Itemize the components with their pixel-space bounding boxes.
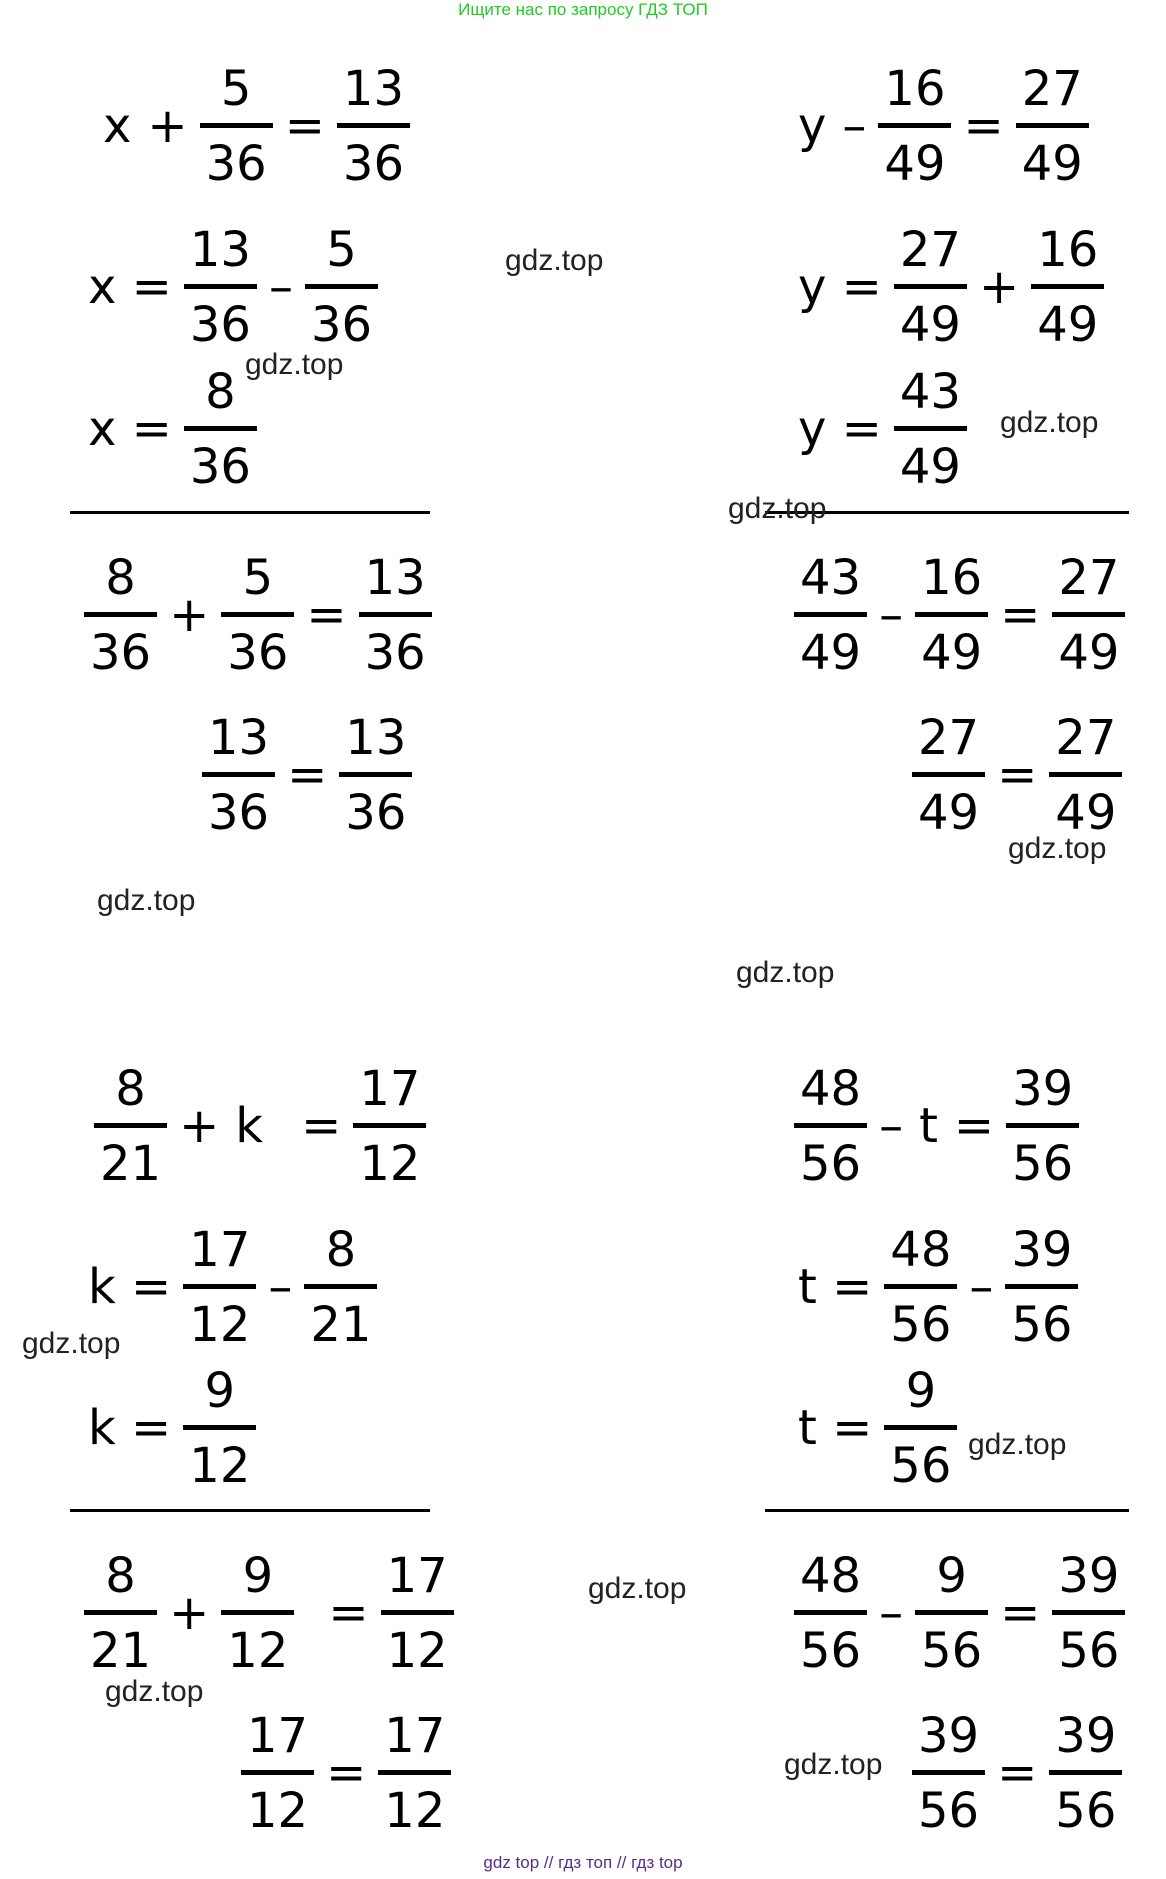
operator: – [879,587,904,643]
numerator: 16 [1037,221,1099,278]
operator: – [842,98,867,154]
p4-equation-row [790,1044,1083,1208]
fraction [911,1547,992,1679]
denominator: 49 [1037,296,1099,353]
numerator: 17 [189,1221,251,1278]
denominator: 56 [1012,1135,1074,1192]
equals-sign: = [328,1585,369,1641]
denominator: 49 [1055,784,1117,841]
fraction [196,60,277,192]
p3-check-equality-row [237,1691,455,1855]
fraction [90,1060,171,1192]
fraction [349,1060,430,1192]
denominator: 56 [800,1622,862,1679]
fraction [180,363,261,495]
p3-equation-row [90,1044,430,1208]
p2-equation-row [790,44,1093,208]
operator: – [969,1259,994,1315]
fraction [217,549,298,681]
denominator: 56 [1058,1622,1120,1679]
denominator: 56 [800,1135,862,1192]
fraction [377,1547,458,1679]
watermark: gdz.top [736,956,835,989]
denominator: 12 [189,1296,251,1353]
equals-sign: = [1000,1585,1041,1641]
variable: x [103,98,132,154]
operator: – [268,1259,293,1315]
watermark: gdz.top [97,884,196,917]
fraction [80,549,161,681]
p4-result-row [790,1346,961,1510]
numerator: 5 [242,549,274,606]
fraction [908,1707,989,1839]
denominator: 36 [189,438,251,495]
numerator: 8 [105,1547,136,1604]
p2-result-row [790,347,971,511]
numerator: 9 [204,1362,236,1419]
denominator: 56 [1011,1296,1073,1353]
equals-sign: = [326,1745,367,1801]
operator: – [879,1098,904,1154]
equals-sign: = [301,1098,342,1154]
fraction [217,1547,298,1679]
numerator: 27 [1058,549,1120,606]
equals-sign: = [287,747,328,803]
denominator: 36 [208,784,270,841]
denominator: 56 [890,1437,952,1494]
lhs: x = [88,401,172,457]
numerator: 17 [247,1707,309,1764]
fraction [237,1707,318,1839]
denominator: 36 [189,296,251,353]
lhs: y = [798,259,882,315]
variable: y [798,98,827,154]
denominator: 49 [1058,624,1120,681]
numerator: 8 [105,549,136,606]
fraction [1012,60,1093,192]
denominator: 12 [227,1622,289,1679]
operator: + [179,1098,220,1154]
numerator: 39 [918,1707,980,1764]
fraction [880,1362,961,1494]
fraction [180,221,261,353]
p4-transform-row [790,1205,1082,1369]
numerator: 17 [359,1060,421,1117]
denominator: 49 [884,135,946,192]
fraction [1048,1547,1129,1679]
p1-equation-row [95,44,414,208]
watermark: gdz.top [1008,832,1107,865]
watermark: gdz.top [105,1675,204,1708]
lhs: x = [88,259,172,315]
p1-check-row [80,533,436,697]
fraction [890,363,971,495]
footer-note: gdz top // гдз топ // гдз top [483,1853,683,1872]
lhs: t = [798,1400,873,1456]
numerator: 43 [800,549,862,606]
watermark: gdz.top [784,1748,883,1781]
denominator: 49 [1021,135,1083,192]
fraction [198,709,279,841]
fraction [880,1221,961,1353]
fraction [790,1547,871,1679]
denominator: 12 [247,1782,309,1839]
p4-check-row [790,1531,1129,1695]
divider [70,511,430,514]
numerator: 9 [242,1547,274,1604]
numerator: 48 [890,1221,952,1278]
denominator: 36 [345,784,407,841]
numerator: 48 [800,1060,862,1117]
variable: t [919,1098,938,1154]
watermark: gdz.top [588,1572,687,1605]
numerator: 27 [918,709,980,766]
numerator: 8 [325,1221,357,1278]
p3-transform-row [80,1205,381,1369]
numerator: 16 [921,549,983,606]
lhs: t = [798,1259,873,1315]
numerator: 5 [326,221,357,278]
fraction [1001,1221,1082,1353]
denominator: 36 [310,296,373,353]
fraction [335,709,416,841]
divider [765,1509,1129,1512]
divider [70,1509,430,1512]
fraction [890,221,971,353]
fraction [374,1707,455,1839]
numerator: 9 [905,1362,937,1419]
equals-sign: = [284,98,325,154]
fraction [1002,1060,1083,1192]
operator: + [169,587,210,643]
lhs: k = [88,1400,172,1456]
fraction [790,549,871,681]
equals-sign: = [997,1745,1038,1801]
equals-sign: = [1000,587,1041,643]
denominator: 56 [921,1622,983,1679]
fraction [179,1362,260,1494]
equals-sign: = [963,98,1004,154]
fraction [355,549,436,681]
denominator: 36 [205,135,267,192]
numerator: 13 [342,60,404,117]
denominator: 49 [899,296,961,353]
denominator: 56 [1055,1782,1117,1839]
watermark: gdz.top [968,1428,1067,1461]
numerator: 13 [208,709,270,766]
operator: + [978,259,1020,315]
fraction [1048,549,1129,681]
denominator: 49 [921,624,983,681]
p1-transform-row [80,205,382,369]
search-hint: Ищите нас по запросу ГДЗ ТОП [458,0,708,19]
numerator: 13 [189,221,251,278]
fraction [911,549,992,681]
operator: + [147,98,188,154]
denominator: 21 [100,1135,162,1192]
numerator: 48 [800,1547,862,1604]
fraction [908,709,989,841]
numerator: 27 [899,221,961,278]
numerator: 27 [1021,60,1083,117]
numerator: 16 [884,60,946,117]
denominator: 21 [90,1622,152,1679]
p2-check-row [790,533,1129,697]
watermark: gdz.top [22,1327,121,1360]
numerator: 17 [384,1707,446,1764]
p3-result-row [80,1346,260,1510]
denominator: 12 [384,1782,446,1839]
fraction [179,1221,260,1353]
numerator: 5 [220,60,252,117]
denominator: 56 [890,1296,952,1353]
denominator: 49 [899,438,961,495]
p1-check-equality-row [198,693,416,857]
denominator: 56 [918,1782,980,1839]
denominator: 21 [310,1296,372,1353]
operator: – [879,1585,904,1641]
numerator: 39 [1055,1707,1117,1764]
operator: + [169,1585,210,1641]
p3-check-row [80,1531,458,1695]
fraction [874,60,955,192]
numerator: 13 [364,549,426,606]
denominator: 12 [386,1622,448,1679]
numerator: 39 [1011,1221,1073,1278]
fraction [301,221,382,353]
denominator: 36 [90,624,152,681]
watermark: gdz.top [728,492,827,525]
watermark: gdz.top [245,348,344,381]
p2-transform-row [790,205,1108,369]
denominator: 36 [227,624,289,681]
variable: k [235,1098,264,1154]
numerator: 13 [345,709,407,766]
numerator: 27 [1055,709,1117,766]
lhs: y = [798,401,882,457]
numerator: 8 [115,1060,146,1117]
lhs: k = [88,1259,172,1315]
fraction [1027,221,1108,353]
denominator: 36 [364,624,426,681]
p1-result-row [80,347,261,511]
operator: – [268,259,293,315]
denominator: 49 [918,784,980,841]
fraction [333,60,414,192]
numerator: 17 [386,1547,448,1604]
fraction [300,1221,381,1353]
watermark: gdz.top [1000,406,1099,439]
p4-check-equality-row [908,1691,1126,1855]
numerator: 43 [899,363,961,420]
numerator: 9 [936,1547,967,1604]
numerator: 39 [1058,1547,1120,1604]
fraction [1045,1707,1126,1839]
denominator: 36 [342,135,404,192]
fraction [1045,709,1126,841]
numerator: 39 [1012,1060,1074,1117]
equals-sign: = [997,747,1038,803]
denominator: 12 [189,1437,251,1494]
fraction [790,1060,871,1192]
numerator: 8 [205,363,236,420]
fraction [80,1547,161,1679]
denominator: 49 [800,624,862,681]
equals-sign: = [306,587,347,643]
denominator: 12 [359,1135,421,1192]
equals-sign: = [953,1098,995,1154]
watermark: gdz.top [505,244,604,277]
